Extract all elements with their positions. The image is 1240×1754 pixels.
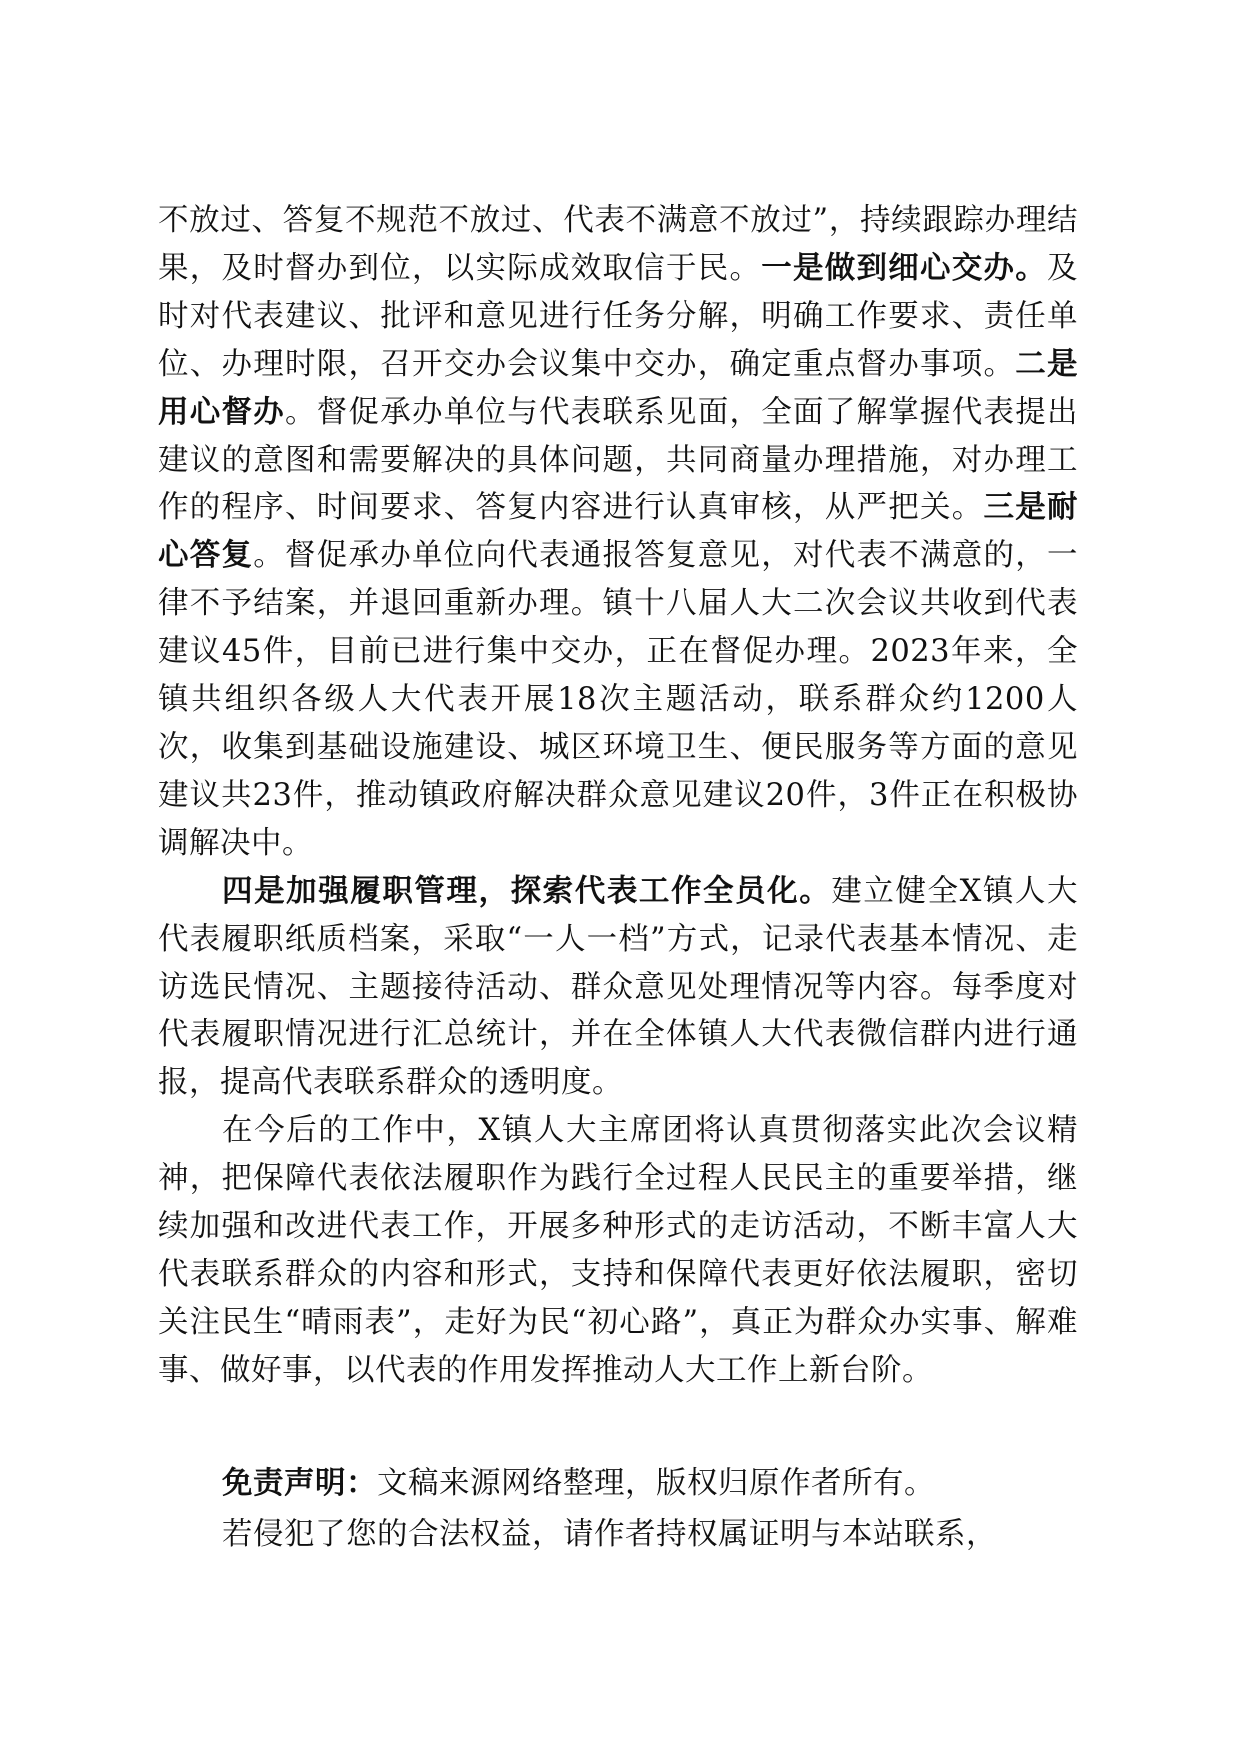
document-body	[158, 197, 1078, 1395]
paragraph-conclusion	[158, 1107, 1078, 1394]
disclaimer-label: 免责声明：	[222, 1466, 377, 1501]
text-segment: 。督促承办单位与代表联系见面，全面了解掌握代表提出建议的意图和需要解决的具体问题，共同商量办理措施，对办理工作的程序、时间要求、答复内容进行认真审核，从严把关。	[158, 394, 1078, 526]
text-segment: 。督促承办单位向代表通报答复意见，对代表不满意的，一律不予结案，并退回重新办理。镇十八届人大二次会议共收到代表建议45件，目前已进行集中交办，正在督促办理。2023年来，全镇共组织各级人大代表开展18次主题活动，联系群众约1200人次，收集到基础设施建设、城区环境卫生、便民服务等方面的意见建议共23件，推动镇政府解决群众意见建议20件，3件正在积极协调解决中。	[158, 538, 1078, 861]
bold-heading-careful-assignment: 一是做到细心交办。	[761, 249, 1047, 286]
text-segment: 不放过、答复不规范不放过、代表不满意不放过”，持续跟踪办理结果，及时督办到位，以实际成效取信于民。	[158, 203, 1078, 286]
text-segment: 建立健全X镇人大代表履职纸质档案，采取“一人一档”方式，记录代表基本情况、走访选民情况、主题接待活动、群众意见处理情况等内容。每季度对代表履职情况进行汇总统计，并在全体镇人大代表微信群内进行通报，提高代表联系群众的透明度。	[158, 873, 1079, 1101]
disclaimer-text: 若侵犯了您的合法权益，请作者持权属证明与本站联系，	[222, 1517, 997, 1552]
disclaimer-line-1	[222, 1458, 1102, 1509]
bold-heading-attentive-supervision: 二是用心督办	[158, 345, 1078, 430]
text-segment: 及时对代表建议、批评和意见进行任务分解，明确工作要求、责任单位、办理时限，召开交办会议集中交办，确定重点督办事项。	[158, 250, 1078, 382]
bold-heading-duty-management: 四是加强履职管理，探索代表工作全员化。	[222, 872, 832, 909]
disclaimer	[222, 1458, 1102, 1560]
text-segment: 在今后的工作中，X镇人大主席团将认真贯彻落实此次会议精神，把保障代表依法履职作为践行全过程人民民主的重要举措，继续加强和改进代表工作，开展多种形式的走访活动，不断丰富人大代表联系群众的内容和形式，支持和保障代表更好依法履职，密切关注民生“晴雨表”，走好为民“初心路”，真正为群众办实事、解难事、做好事，以代表的作用发挥推动人大工作上新台阶。	[158, 1113, 1078, 1388]
paragraph-supervision	[158, 197, 1078, 868]
disclaimer-text: 文稿来源网络整理，版权归原作者所有。	[377, 1466, 935, 1501]
paragraph-duty-management	[158, 868, 1078, 1108]
disclaimer-line-2	[222, 1509, 1102, 1560]
bold-heading-patient-reply: 三是耐心答复	[158, 489, 1078, 574]
